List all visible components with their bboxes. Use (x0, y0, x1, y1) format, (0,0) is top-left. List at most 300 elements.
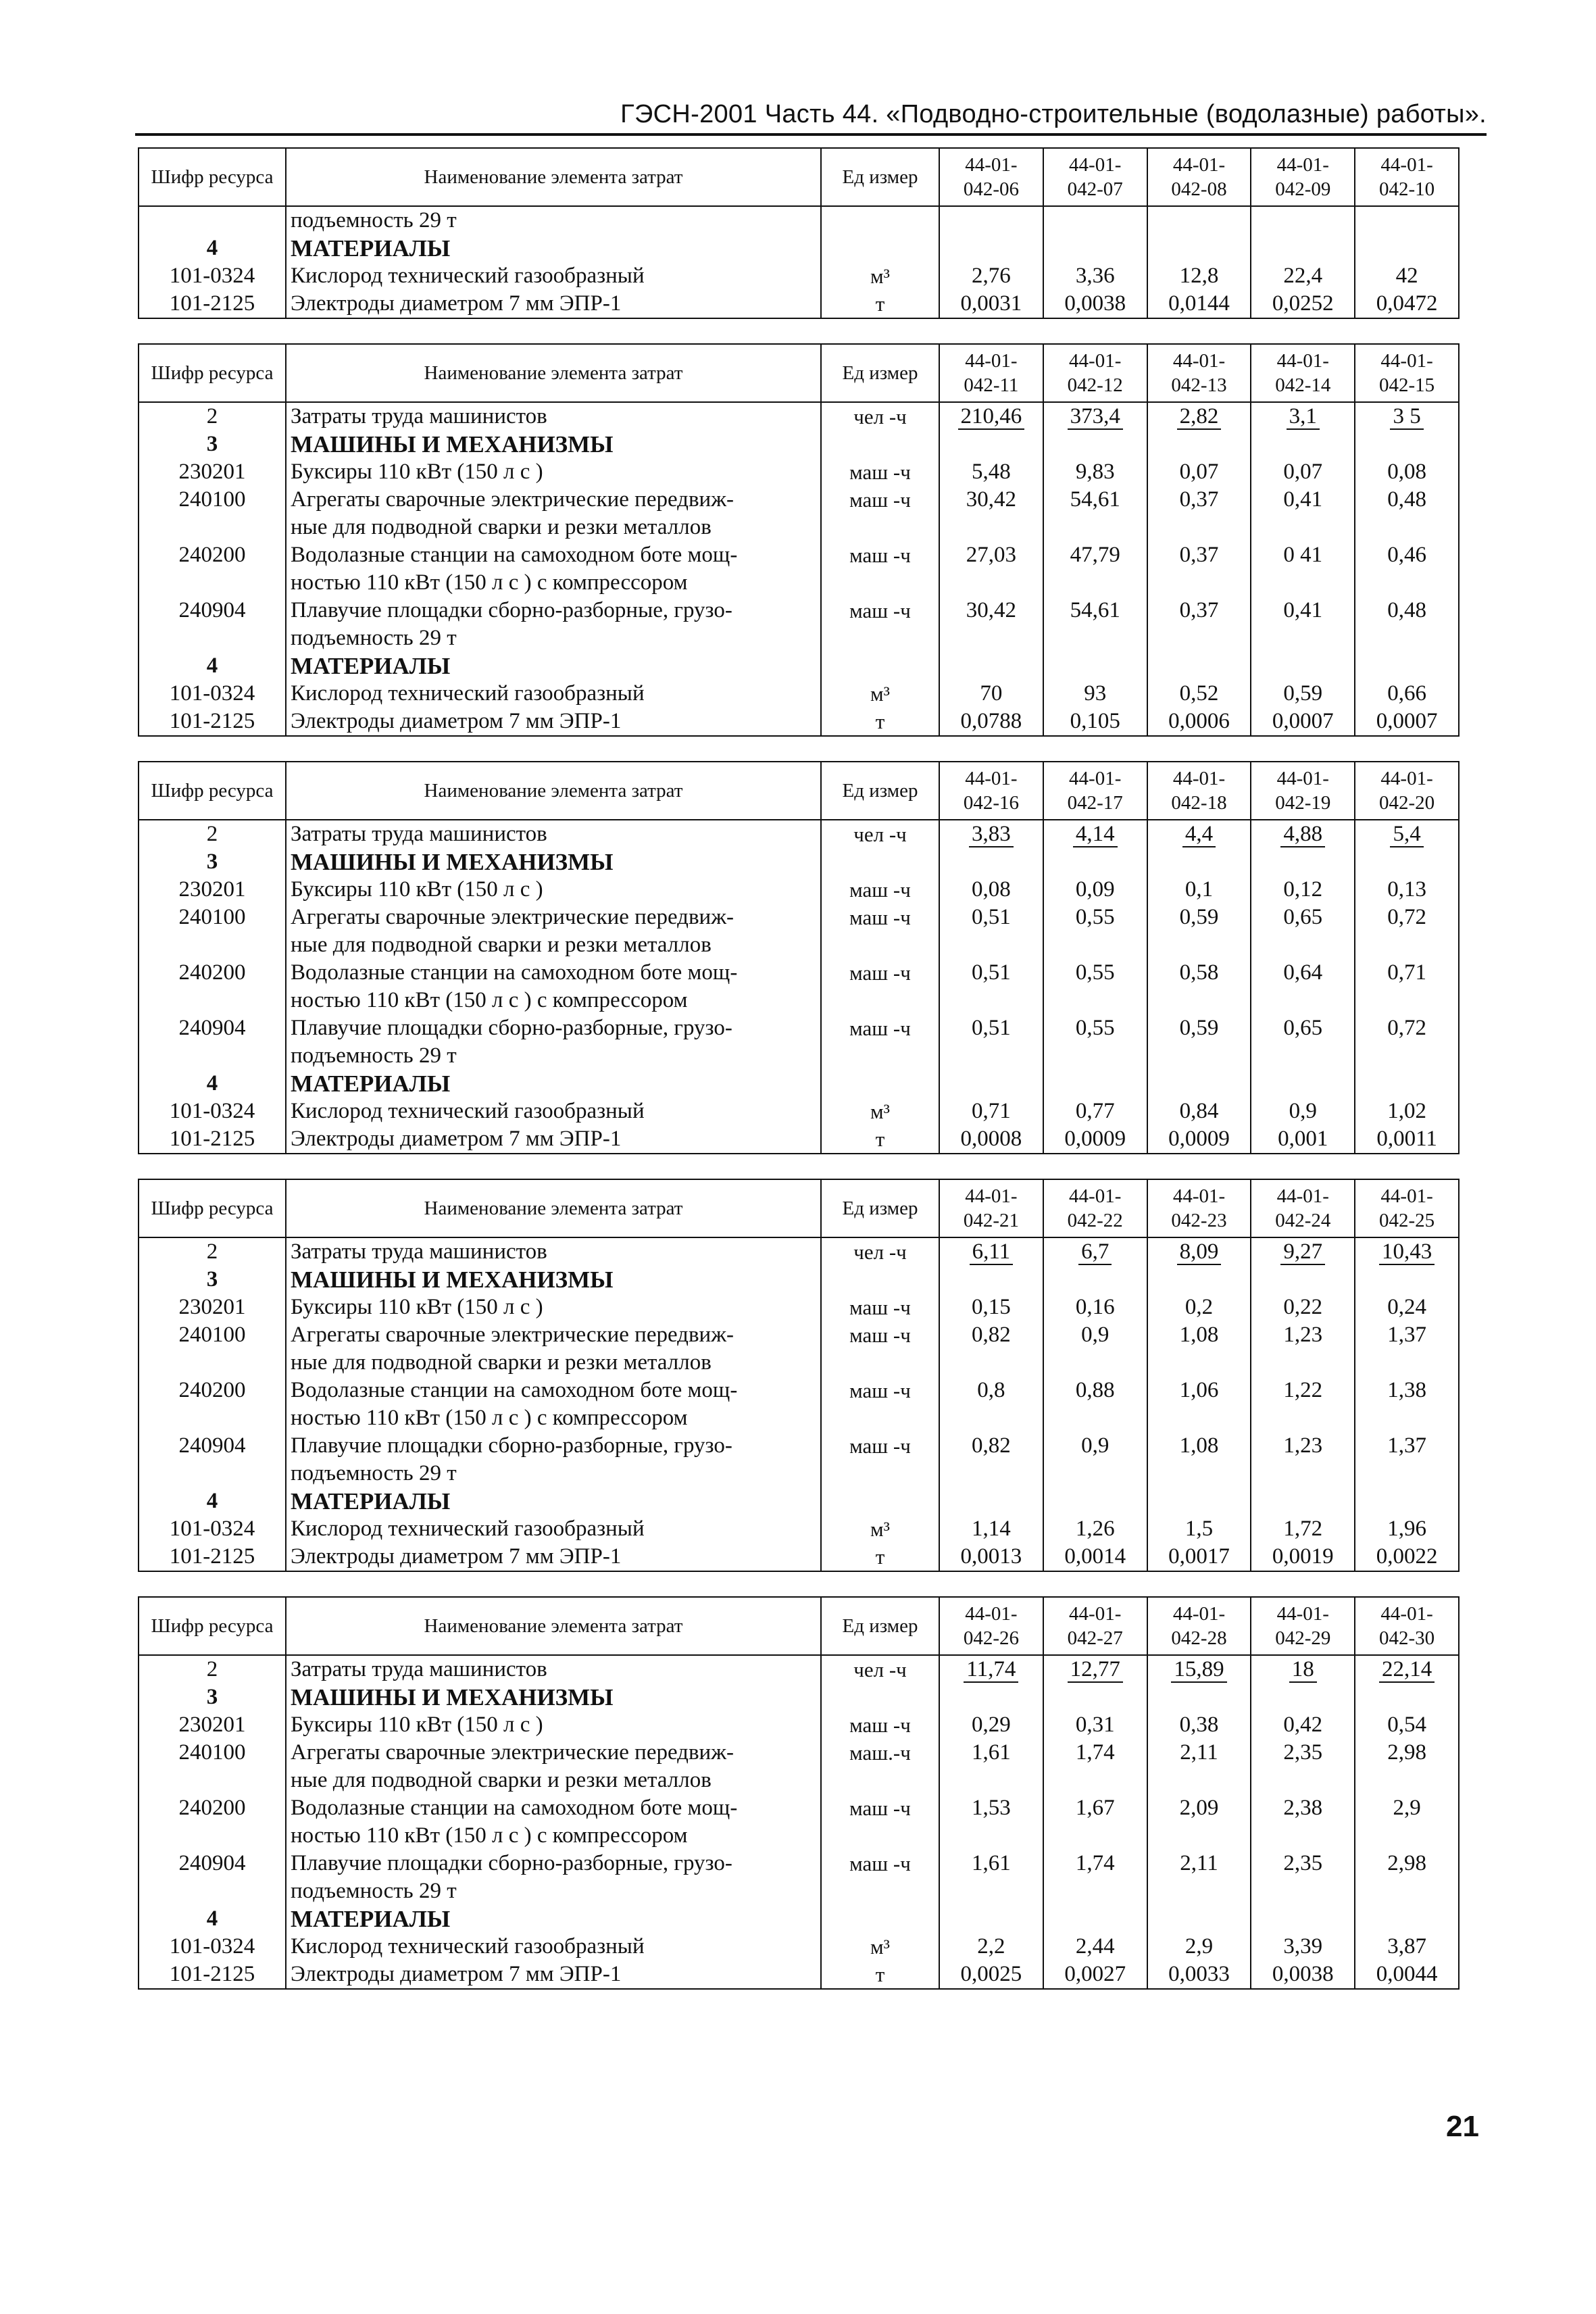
value-cell (939, 1711, 1043, 1739)
header-norm-code: 44-01- 042-20 (1355, 762, 1459, 820)
resource-code-text: 230201 (178, 1713, 246, 1737)
resource-code-text: 3 (206, 1685, 218, 1709)
unit-cell (821, 290, 939, 318)
value-cell (1043, 262, 1147, 290)
value-cell-text: 0,51 (972, 960, 1011, 985)
resource-code-text: 240904 (178, 598, 246, 622)
resource-name (286, 652, 821, 680)
resource-name (286, 1070, 821, 1098)
resource-code (139, 1515, 286, 1543)
resource-name-text: Кислород технический газообразный (291, 264, 645, 288)
value-cell-text: 0,42 (1283, 1713, 1323, 1737)
value-cell (1251, 1543, 1355, 1571)
resource-name-text: Буксиры 110 кВт (150 л с ) (291, 877, 543, 902)
resource-code (139, 1711, 286, 1739)
value-cell (1355, 1125, 1459, 1154)
table-row (139, 1125, 1459, 1154)
value-cell-text: 1,06 (1179, 1378, 1219, 1402)
header-norm-code: 44-01- 042-22 (1043, 1179, 1147, 1237)
unit-cell (821, 1655, 939, 1683)
value-cell (1251, 848, 1355, 876)
resource-code (139, 652, 286, 680)
value-cell-text: 54,61 (1070, 487, 1120, 512)
resource-code-text: 4 (206, 654, 218, 678)
resource-name-text: МАТЕРИАЛЫ (291, 653, 451, 679)
value-cell (1147, 458, 1251, 486)
value-cell (1251, 1515, 1355, 1543)
value-cell-text: 5,48 (972, 460, 1011, 484)
unit-cell (821, 1683, 939, 1711)
value-cell-text: 0,48 (1387, 598, 1426, 622)
value-cell (1251, 1125, 1355, 1154)
value-cell-text: 0,37 (1179, 487, 1219, 512)
value-cell (1043, 235, 1147, 262)
resource-code (139, 206, 286, 235)
value-cell (1043, 1683, 1147, 1711)
resource-name (286, 1850, 821, 1905)
resource-name (286, 458, 821, 486)
value-cell (1251, 262, 1355, 290)
resource-code-text: 101-2125 (169, 709, 255, 733)
value-cell (1043, 1794, 1147, 1850)
value-cell (1043, 1432, 1147, 1487)
resource-code-text: 101-2125 (169, 291, 255, 316)
value-cell-text: 1,37 (1387, 1433, 1426, 1458)
table-row (139, 1794, 1459, 1850)
header-code: Шифр ресурса (139, 762, 286, 820)
unit-cell (821, 486, 939, 541)
value-cell (1355, 1543, 1459, 1571)
value-cell (1251, 1794, 1355, 1850)
value-cell-text: 0,37 (1179, 543, 1219, 567)
resource-name-text: Электроды диаметром 7 мм ЭПР-1 (291, 1962, 622, 1986)
value-cell-text: 1,72 (1283, 1517, 1323, 1541)
value-cell-text: 0,15 (972, 1295, 1011, 1319)
resource-name-text: Затраты труда машинистов (291, 404, 547, 428)
value-cell (1043, 1487, 1147, 1515)
resource-code (139, 1543, 286, 1571)
value-cell-text: 2,09 (1179, 1796, 1219, 1820)
value-cell (1147, 680, 1251, 708)
table-row (139, 1098, 1459, 1125)
resource-code-text: 2 (206, 822, 218, 846)
value-cell-text: 0,77 (1075, 1099, 1115, 1123)
value-cell (939, 1125, 1043, 1154)
value-cell (1355, 458, 1459, 486)
value-cell (1355, 1850, 1459, 1905)
value-cell-text: 27,03 (966, 543, 1017, 567)
value-cell-text: 1,61 (972, 1851, 1011, 1875)
resource-code-text: 101-0324 (169, 264, 255, 288)
value-cell (1043, 1961, 1147, 1989)
resource-code-text: 101-2125 (169, 1962, 255, 1986)
value-cell (1251, 1905, 1355, 1933)
value-cell-text: 3 5 (1390, 404, 1423, 430)
resource-code (139, 820, 286, 848)
unit-cell (821, 458, 939, 486)
table-row (139, 1543, 1459, 1571)
value-cell-text: 30,42 (966, 487, 1017, 512)
value-cell (1043, 1655, 1147, 1683)
resource-name-text: МАШИНЫ И МЕХАНИЗМЫ (291, 1684, 614, 1710)
value-cell (1147, 820, 1251, 848)
unit-cell (821, 541, 939, 597)
resource-code (139, 262, 286, 290)
value-cell (1147, 1125, 1251, 1154)
resource-name (286, 402, 821, 430)
value-cell (1147, 597, 1251, 652)
value-cell (1355, 597, 1459, 652)
value-cell-text: 0,0027 (1064, 1962, 1126, 1986)
value-cell (1147, 1794, 1251, 1850)
header-code: Шифр ресурса (139, 344, 286, 402)
value-cell (939, 541, 1043, 597)
norm-table (138, 343, 1460, 737)
value-cell-text: 0,2 (1184, 1295, 1214, 1319)
value-cell (1147, 1266, 1251, 1294)
value-cell-text: 1,61 (972, 1740, 1011, 1765)
resource-code-text: 240904 (178, 1016, 246, 1040)
value-cell-text: 5,4 (1390, 822, 1423, 847)
resource-name (286, 680, 821, 708)
unit-cell (821, 708, 939, 736)
value-cell (1355, 1321, 1459, 1377)
value-cell (1355, 904, 1459, 959)
header-norm-code: 44-01- 042-25 (1355, 1179, 1459, 1237)
unit-cell (821, 1515, 939, 1543)
value-cell (1043, 1266, 1147, 1294)
value-cell-text: 1,23 (1283, 1323, 1323, 1347)
table-row (139, 959, 1459, 1014)
unit-cell (821, 1377, 939, 1432)
value-cell-text: 54,61 (1070, 598, 1120, 622)
value-cell-text: 1,08 (1179, 1433, 1219, 1458)
value-cell-text: 0,0033 (1168, 1962, 1230, 1986)
section-row (139, 1905, 1459, 1933)
unit-cell (821, 1961, 939, 1989)
resource-name-text: Электроды диаметром 7 мм ЭПР-1 (291, 1127, 622, 1151)
value-cell-text: 0,0014 (1064, 1544, 1126, 1569)
value-cell-text: 0,71 (972, 1099, 1011, 1123)
value-cell-text: 2,76 (972, 264, 1011, 288)
value-cell (1355, 959, 1459, 1014)
resource-name-text: Плавучие площадки сборно-разборные, грузо- подъемность 29 т (291, 1016, 732, 1068)
unit-cell-text: м³ (870, 1517, 890, 1541)
resource-code-text: 101-0324 (169, 1934, 255, 1959)
value-cell-text: 10,43 (1379, 1239, 1435, 1265)
value-cell (1043, 959, 1147, 1014)
unit-cell-text: м³ (870, 1100, 890, 1123)
value-cell-text: 0,51 (972, 905, 1011, 929)
resource-name (286, 1014, 821, 1070)
resource-code (139, 1794, 286, 1850)
header-norm-code: 44-01- 042-08 (1147, 148, 1251, 206)
value-cell (1147, 1098, 1251, 1125)
value-cell (1355, 1377, 1459, 1432)
value-cell (939, 402, 1043, 430)
table-row (139, 1933, 1459, 1961)
resource-code-text: 3 (206, 850, 218, 874)
resource-code (139, 1014, 286, 1070)
resource-name (286, 1487, 821, 1515)
value-cell-text: 0,0017 (1168, 1544, 1230, 1569)
value-cell (1355, 486, 1459, 541)
unit-cell-text: маш -ч (849, 1796, 911, 1820)
resource-name (286, 235, 821, 262)
unit-cell-text: т (875, 292, 885, 316)
resource-code-text: 101-2125 (169, 1127, 255, 1151)
value-cell-text: 0,72 (1387, 905, 1426, 929)
value-cell-text: 0,66 (1387, 681, 1426, 706)
value-cell (1251, 708, 1355, 736)
unit-cell (821, 848, 939, 876)
value-cell (1355, 402, 1459, 430)
resource-code (139, 1905, 286, 1933)
value-cell-text: 3,87 (1387, 1934, 1426, 1959)
value-cell (939, 235, 1043, 262)
resource-name-text: МАШИНЫ И МЕХАНИЗМЫ (291, 849, 614, 875)
value-cell (1043, 430, 1147, 458)
value-cell (1251, 652, 1355, 680)
header-norm-code: 44-01- 042-18 (1147, 762, 1251, 820)
header-norm-code: 44-01- 042-07 (1043, 148, 1147, 206)
resource-code-text: 2 (206, 1657, 218, 1681)
value-cell-text: 0,12 (1283, 877, 1323, 902)
unit-cell (821, 262, 939, 290)
value-cell-text: 1,74 (1075, 1851, 1115, 1875)
table-row (139, 1321, 1459, 1377)
value-cell-text: 0,0038 (1272, 1962, 1334, 1986)
value-cell (1147, 1543, 1251, 1571)
value-cell (939, 848, 1043, 876)
value-cell-text: 0,46 (1387, 543, 1426, 567)
unit-cell-text: маш -ч (849, 906, 911, 929)
value-cell (1043, 1070, 1147, 1098)
resource-name (286, 290, 821, 318)
value-cell-text: 0,64 (1283, 960, 1323, 985)
table-row (139, 262, 1459, 290)
value-cell-text: 0,9 (1081, 1433, 1109, 1458)
resource-code (139, 1070, 286, 1098)
header-norm-code: 44-01- 042-09 (1251, 148, 1355, 206)
resource-code-text: 101-0324 (169, 681, 255, 706)
unit-cell-text: маш -ч (849, 488, 911, 512)
value-cell (1251, 1377, 1355, 1432)
resource-name (286, 1739, 821, 1794)
resource-code (139, 430, 286, 458)
value-cell (1355, 1266, 1459, 1294)
header-norm-code: 44-01- 042-24 (1251, 1179, 1355, 1237)
header-norm-code: 44-01- 042-28 (1147, 1597, 1251, 1655)
resource-name-text: Плавучие площадки сборно-разборные, грузо- подъемность 29 т (291, 598, 732, 650)
value-cell-text: 0,0007 (1376, 709, 1438, 733)
value-cell (939, 597, 1043, 652)
header-code: Шифр ресурса (139, 148, 286, 206)
unit-cell-text: т (875, 1963, 885, 1986)
value-cell (939, 1098, 1043, 1125)
value-cell-text: 0,59 (1179, 905, 1219, 929)
value-cell-text: 2,98 (1387, 1851, 1426, 1875)
value-cell (1355, 1683, 1459, 1711)
value-cell-text: 0,52 (1179, 681, 1219, 706)
table-row (139, 1432, 1459, 1487)
resource-name-text: Буксиры 110 кВт (150 л с ) (291, 1295, 543, 1319)
value-cell-text: 0,9 (1081, 1323, 1109, 1347)
unit-cell-text: чел -ч (853, 1658, 907, 1681)
value-cell-text: 0,65 (1283, 1016, 1323, 1040)
value-cell-text: 2,35 (1283, 1740, 1323, 1765)
value-cell (1251, 876, 1355, 904)
header-norm-code: 44-01- 042-30 (1355, 1597, 1459, 1655)
norms-tables (138, 147, 1458, 2014)
value-cell-text: 22,14 (1379, 1657, 1435, 1683)
header-unit: Ед измер (821, 1597, 939, 1655)
value-cell (939, 680, 1043, 708)
value-cell (1251, 1098, 1355, 1125)
value-cell-text: 0,07 (1283, 460, 1323, 484)
value-cell (1251, 458, 1355, 486)
value-cell-text: 373,4 (1068, 404, 1123, 430)
table-row (139, 1850, 1459, 1905)
section-row (139, 1683, 1459, 1711)
value-cell-text: 0,0472 (1376, 291, 1438, 316)
unit-cell (821, 959, 939, 1014)
value-cell (1147, 1961, 1251, 1989)
value-cell (939, 1739, 1043, 1794)
table-row (139, 1515, 1459, 1543)
resource-name-text: Плавучие площадки сборно-разборные, грузо- подъемность 29 т (291, 1433, 732, 1485)
value-cell (1043, 708, 1147, 736)
value-cell-text: 0,105 (1070, 709, 1120, 733)
value-cell-text: 1,22 (1283, 1378, 1323, 1402)
value-cell-text: 0,9 (1289, 1099, 1317, 1123)
value-cell (939, 1070, 1043, 1098)
value-cell (1251, 904, 1355, 959)
header-norm-code: 44-01- 042-23 (1147, 1179, 1251, 1237)
resource-name (286, 1321, 821, 1377)
section-row (139, 1070, 1459, 1098)
resource-code (139, 1125, 286, 1154)
unit-cell (821, 1739, 939, 1794)
resource-code (139, 1321, 286, 1377)
value-cell-text: 0,82 (972, 1323, 1011, 1347)
value-cell (1043, 458, 1147, 486)
unit-cell (821, 1014, 939, 1070)
value-cell-text: 70 (980, 681, 1003, 706)
unit-cell (821, 1794, 939, 1850)
resource-name (286, 1266, 821, 1294)
unit-cell (821, 206, 939, 235)
value-cell-text: 6,7 (1078, 1239, 1112, 1265)
value-cell (1355, 1905, 1459, 1933)
value-cell-text: 0,71 (1387, 960, 1426, 985)
resource-code (139, 1961, 286, 1989)
unit-cell (821, 1294, 939, 1321)
value-cell (939, 1961, 1043, 1989)
section-row (139, 1266, 1459, 1294)
table-row (139, 1294, 1459, 1321)
value-cell (1043, 1905, 1147, 1933)
table-row (139, 402, 1459, 430)
header-unit: Ед измер (821, 148, 939, 206)
resource-code-text: 3 (206, 432, 218, 456)
header-unit: Ед измер (821, 1179, 939, 1237)
value-cell (1147, 959, 1251, 1014)
value-cell (1355, 1739, 1459, 1794)
value-cell-text: 0,0006 (1168, 709, 1230, 733)
value-cell (939, 652, 1043, 680)
table-row (139, 904, 1459, 959)
value-cell (1355, 235, 1459, 262)
value-cell (1251, 1294, 1355, 1321)
value-cell-text: 0,0144 (1168, 291, 1230, 316)
section-row (139, 848, 1459, 876)
resource-name-text: МАТЕРИАЛЫ (291, 235, 451, 262)
value-cell (1355, 1794, 1459, 1850)
resource-code-text: 101-0324 (169, 1099, 255, 1123)
value-cell-text: 0,58 (1179, 960, 1219, 985)
resource-code (139, 290, 286, 318)
resource-name (286, 959, 821, 1014)
unit-cell (821, 680, 939, 708)
value-cell (1355, 290, 1459, 318)
value-cell (1043, 1125, 1147, 1154)
header-name: Наименование элемента затрат (286, 762, 821, 820)
resource-code-text: 3 (206, 1267, 218, 1291)
value-cell (939, 876, 1043, 904)
header-unit: Ед измер (821, 344, 939, 402)
resource-code (139, 541, 286, 597)
value-cell (1355, 1098, 1459, 1125)
value-cell-text: 0,07 (1179, 460, 1219, 484)
table-row (139, 1237, 1459, 1266)
value-cell (1147, 402, 1251, 430)
unit-cell-text: чел -ч (853, 822, 907, 846)
value-cell-text: 0,0007 (1272, 709, 1334, 733)
value-cell-text: 1,26 (1075, 1517, 1115, 1541)
value-cell (1355, 1237, 1459, 1266)
value-cell (1251, 235, 1355, 262)
resource-code-text: 240904 (178, 1851, 246, 1875)
value-cell (1147, 430, 1251, 458)
value-cell-text: 0,29 (972, 1713, 1011, 1737)
resource-name (286, 820, 821, 848)
value-cell-text: 0 41 (1283, 543, 1323, 567)
table-row (139, 541, 1459, 597)
resource-code (139, 1432, 286, 1487)
resource-name-text: Электроды диаметром 7 мм ЭПР-1 (291, 709, 622, 733)
resource-code (139, 235, 286, 262)
value-cell (1043, 1933, 1147, 1961)
value-cell (939, 290, 1043, 318)
value-cell (1355, 206, 1459, 235)
resource-name-text: МАТЕРИАЛЫ (291, 1488, 451, 1515)
unit-cell (821, 820, 939, 848)
unit-cell (821, 597, 939, 652)
value-cell-text: 47,79 (1070, 543, 1120, 567)
value-cell-text: 1,67 (1075, 1796, 1115, 1820)
resource-name-text: МАШИНЫ И МЕХАНИЗМЫ (291, 1266, 614, 1293)
value-cell-text: 210,46 (958, 404, 1025, 430)
value-cell-text: 42 (1395, 264, 1418, 288)
value-cell-text: 1,08 (1179, 1323, 1219, 1347)
value-cell (1355, 1711, 1459, 1739)
table-row (139, 1739, 1459, 1794)
resource-code (139, 1487, 286, 1515)
section-row (139, 1487, 1459, 1515)
table-row (139, 876, 1459, 904)
value-cell (1251, 1683, 1355, 1711)
